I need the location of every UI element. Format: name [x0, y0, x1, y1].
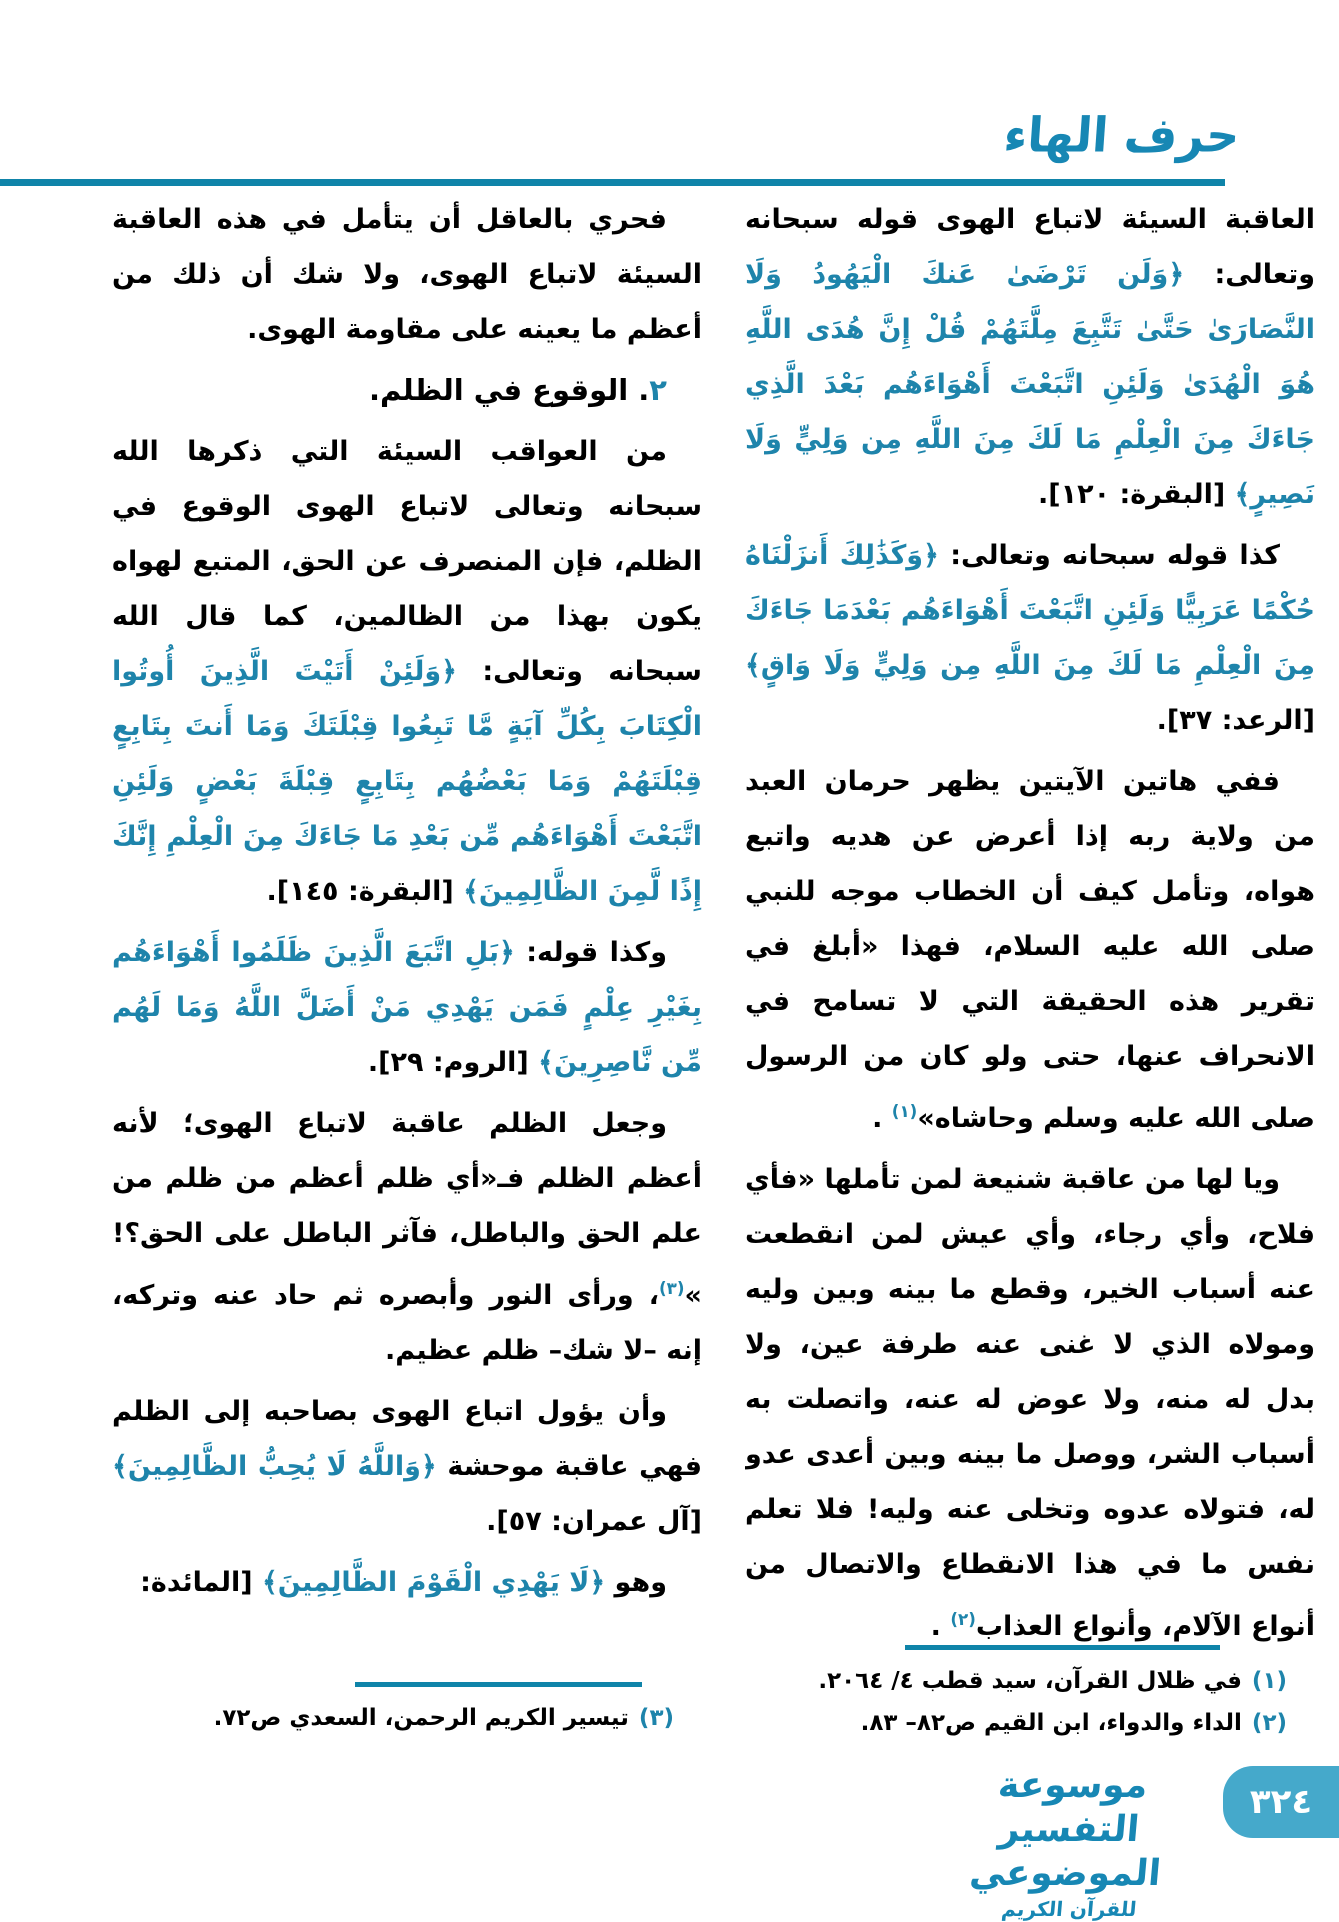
encyclopedia-logo: [924, 1764, 1214, 1922]
paragraph: [112, 424, 702, 919]
footnote-marker-sup: (١): [891, 1101, 918, 1121]
body-text: فحري بالعاقل أن يتأمل في هذه العاقبة السيئة لاتباع الهوى، ولا شك أن ذلك من أعظم ما يعينه على مقاومة الهوى.: [112, 204, 702, 345]
footnote-number: (٣): [638, 1705, 674, 1731]
footnotes-right: [745, 1645, 1315, 1744]
footnote-text: تيسير الكريم الرحمن، السعدي ص٧٢.: [213, 1705, 629, 1731]
logo-title-calligraphy: موسوعة التفسير الموضوعي: [967, 1765, 1163, 1894]
paragraph: [112, 1096, 702, 1378]
heading-number: ٢: [649, 373, 667, 407]
body-text: العاقبة السيئة لاتباع الهوى قوله سبحانه وتعالى:: [745, 204, 1315, 290]
verse-reference: [الروم: ٢٩].: [367, 1047, 539, 1078]
paragraph: [745, 1152, 1315, 1642]
paragraph: [745, 528, 1315, 748]
body-text: .: [930, 1611, 951, 1642]
footnote-marker-sup: (٣): [659, 1278, 685, 1298]
header-divider-rule: [0, 179, 1225, 186]
verse-reference: [آل عمران: ٥٧].: [486, 1506, 702, 1537]
body-text: كذا قوله سبحانه وتعالى:: [938, 540, 1280, 571]
verse-reference: [البقرة: ١٢٠].: [1038, 479, 1235, 510]
body-text: وهو: [605, 1567, 667, 1598]
verse-reference: [البقرة: ١٤٥].: [266, 876, 464, 907]
verse-reference: [الرعد: ٣٧].: [1156, 705, 1315, 736]
footnote-text: الداء والدواء، ابن القيم ص٨٢– ٨٣.: [860, 1710, 1242, 1736]
paragraph: [112, 1384, 702, 1549]
footnote-separator: [905, 1645, 1220, 1650]
body-text: ، ورأى النور وأبصره ثم حاد عنه وتركه، إنه –لا شك– ظلم عظيم.: [112, 1280, 702, 1366]
footnotes-left: [112, 1682, 702, 1739]
page-number: ٣٢٤: [1249, 1782, 1313, 1822]
footnote-number: (٢): [1251, 1710, 1287, 1736]
column-left: [112, 192, 702, 1677]
paragraph-continues-next-page: [112, 1555, 702, 1610]
quran-verse: ﴿وَكَذَٰلِكَ أَنزَلْنَاهُ حُكْمًا عَرَبِيًّا وَلَئِنِ اتَّبَعْتَ أَهْوَاءَهُم بَعْدَمَا جَاءَكَ مِنَ الْعِلْمِ مَا لَكَ مِنَ اللَّهِ مِن وَلِيٍّ وَلَا وَاقٍ﴾: [745, 540, 1315, 681]
body-text: ففي هاتين الآيتين يظهر حرمان العبد من ولاية ربه إذا أعرض عن هديه واتبع هواه، وتأمل كيف أن الخطاب موجه للنبي صلى الله عليه السلام، فهذا «أبلغ في تقرير هذه الحقيقة التي لا تسامح في الانحراف عنها، حتى ولو كان من الرسول صلى الله عليه وسلم وحاشاه»: [745, 766, 1315, 1134]
footnote-item: [745, 1660, 1315, 1702]
footnote-text: في ظلال القرآن، سيد قطب ٤/ ٢٠٦٤.: [818, 1668, 1242, 1694]
numbered-subheading: [112, 363, 702, 418]
chapter-letter-title: حرف الهاء: [1001, 106, 1241, 164]
footnote-item: [745, 1702, 1315, 1744]
body-text: وأن يؤول اتباع الهوى بصاحبه إلى الظلم فهي عاقبة موحشة: [112, 1396, 702, 1482]
footnote-number: (١): [1251, 1668, 1287, 1694]
footnote-marker-sup: (٢): [950, 1609, 976, 1629]
body-text: ويا لها من عاقبة شنيعة لمن تأملها «فأي فلاح، وأي رجاء، وأي عيش لمن انقطعت عنه أسباب الخير، وقطع ما بينه وبين وليه ومولاه الذي لا غنى عنه طرفة عين، ولا بدل له منه، ولا عوض له عنه، واتصلت به أسباب الشر، ووصل ما بينه وبين أعدى عدو له، فتولاه عدوه وتخلى عنه وليه! فلا تعلم نفس ما في هذا الانقطاع والاتصال من أنواع الآلام، وأنواع العذاب: [745, 1164, 1315, 1642]
body-text: من العواقب السيئة التي ذكرها الله سبحانه وتعالى لاتباع الهوى الوقوع في الظلم، فإن المنصرف عن الحق، المتبع لهواه يكون بهذا من الظالمين، كما قال الله سبحانه وتعالى:: [112, 436, 702, 687]
paragraph-continuation: [745, 192, 1315, 522]
page-number-badge: [1223, 1766, 1339, 1838]
heading-text: . الوقوع في الظلم.: [368, 373, 650, 407]
verse-reference: [المائدة:: [140, 1567, 262, 1598]
quran-verse: ﴿وَلَئِنْ أَتَيْتَ الَّذِينَ أُوتُوا الْكِتَابَ بِكُلِّ آيَةٍ مَّا تَبِعُوا قِبْلَتَكَ وَمَا أَنتَ بِتَابِعٍ قِبْلَتَهُمْ وَمَا بَعْضُهُم بِتَابِعٍ قِبْلَةَ بَعْضٍ وَلَئِنِ اتَّبَعْتَ أَهْوَاءَهُم مِّن بَعْدِ مَا جَاءَكَ مِنَ الْعِلْمِ إِنَّكَ إِذًا لَّمِنَ الظَّالِمِينَ﴾: [112, 656, 702, 907]
quran-verse: ﴿لَا يَهْدِي الْقَوْمَ الظَّالِمِينَ﴾: [261, 1567, 606, 1598]
quran-verse: ﴿وَلَن تَرْضَىٰ عَنكَ الْيَهُودُ وَلَا النَّصَارَىٰ حَتَّىٰ تَتَّبِعَ مِلَّتَهُمْ قُلْ إِنَّ هُدَى اللَّهِ هُوَ الْهُدَىٰ وَلَئِنِ اتَّبَعْتَ أَهْوَاءَهُم بَعْدَ الَّذِي جَاءَكَ مِنَ الْعِلْمِ مَا لَكَ مِنَ اللَّهِ مِن وَلِيٍّ وَلَا نَصِيرٍ﴾: [745, 259, 1315, 510]
footnote-item: [112, 1697, 702, 1739]
paragraph: [745, 754, 1315, 1146]
body-text: وجعل الظلم عاقبة لاتباع الهوى؛ لأنه أعظم الظلم فـ«أي ظلم أعظم من ظلم من علم الحق والباطل، فآثر الباطل على الحق؟! »: [112, 1108, 702, 1311]
column-right: [745, 192, 1315, 1642]
body-text: وكذا قوله:: [514, 937, 667, 968]
quran-verse: ﴿بَلِ اتَّبَعَ الَّذِينَ ظَلَمُوا أَهْوَاءَهُم بِغَيْرِ عِلْمٍ فَمَن يَهْدِي مَنْ أَضَلَّ اللَّهُ وَمَا لَهُم مِّن نَّاصِرِينَ﴾: [112, 937, 702, 1078]
logo-subtitle-calligraphy: للقرآن الكريم: [1000, 1897, 1138, 1921]
body-text: .: [872, 1103, 892, 1134]
paragraph: [112, 192, 702, 357]
quran-verse: ﴿وَاللَّهُ لَا يُحِبُّ الظَّالِمِينَ﴾: [112, 1451, 437, 1482]
footnote-separator: [355, 1682, 642, 1687]
paragraph: [112, 925, 702, 1090]
